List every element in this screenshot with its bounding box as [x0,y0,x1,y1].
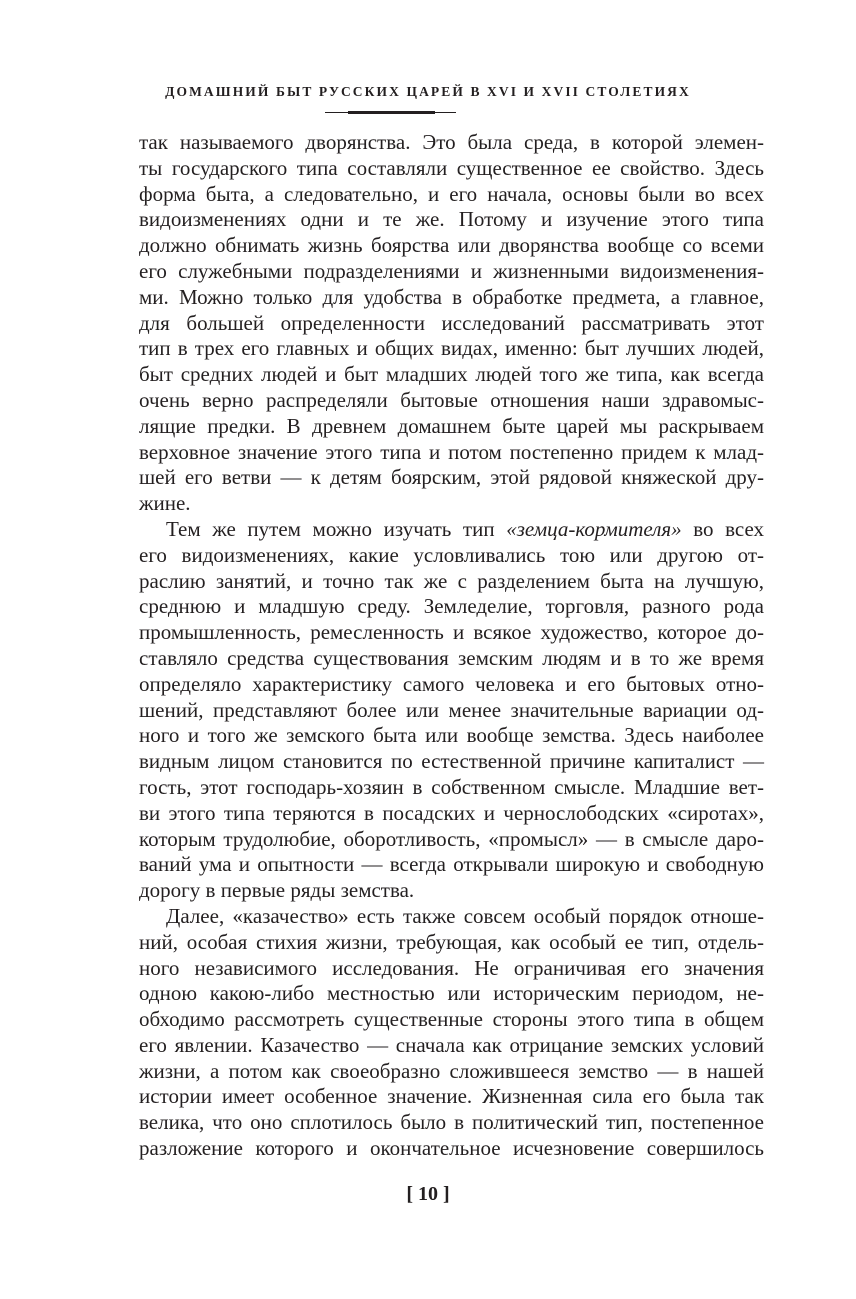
text-line: Далее, «казачество» есть также совсем особый порядок отноше- [166,903,764,928]
text-line: велика, что оно сплотилось было в политический тип, постепенное [139,1110,764,1135]
running-head: ДОМАШНИЙ БЫТ РУССКИХ ЦАРЕЙ В XVI И XVII СТОЛЕТИЯХ [165,84,691,99]
text-segment: Тем же путем можно изучать тип [166,516,507,541]
text-line: видоизменениях одни и те же. Потому и изучение этого типа [139,207,764,232]
text-line: верховное значение этого типа и потом постепенно придем к млад- [139,439,764,464]
text-line: форма быта, а следовательно, и его начала, основы были во всех [139,181,764,206]
text-line: разложение которого и окончательное исчезновение совершилось [139,1136,764,1161]
text-line: ми. Можно только для удобства в обработке предмета, а главное, [139,284,764,309]
text-line: видным лицом становится по естественной причине капиталист — [139,749,764,774]
body-text [139,130,764,1162]
text-line: тип в трех его главных и общих видах, именно: быт лучших людей, [139,336,764,361]
text-line: так называемого дворянства. Это была среда, в которой элемен- [139,130,764,154]
text-line: для большей определенности исследований рассматривать этот [139,310,764,335]
text-line: истории имеет особенное значение. Жизненная сила его была так [139,1084,764,1109]
text-line: определяло характеристику самого человека и его бытовых отно- [139,671,764,696]
text-line: обходимо рассмотреть существенные стороны этого типа в общем [139,1007,764,1032]
text-line: его служебными подразделениями и жизненными видоизменения- [139,258,764,283]
text-line: жине. [139,491,191,516]
text-line: его видоизменениях, какие условливались тою или другою от- [139,542,764,567]
text-line: быт средних людей и быт младших людей того же типа, как всегда [139,362,764,387]
text-line: его явлении. Казачество — сначала как отрицание земских условий [139,1032,764,1057]
text-line: жизни, а потом как своеобразно сложившееся земство — в нашей [139,1058,764,1083]
text-line: ты государского типа составляли существенное ее свойство. Здесь [139,155,764,180]
text-line: ного и того же земского быта или вообще земства. Здесь наиболее [139,723,764,748]
text-line: ставляло средства существования земским людям и в то же время [139,645,764,670]
paragraph [139,130,764,517]
italic-term: «земца-кормителя» [506,516,682,541]
text-line: ви этого типа теряются в посадских и чернослободских «сиротах», [139,800,764,825]
text-line: ний, особая стихия жизни, требующая, как особый ее тип, отдель- [139,929,764,954]
text-line: ваний ума и опытности — всегда открывали широкую и свободную [139,852,764,877]
text-line [139,517,764,543]
page-number: [ 10 ] [406,1183,450,1205]
paragraph [139,904,764,1162]
text-line: одною какою-либо местностью или историческим периодом, не- [139,981,764,1006]
text-line: раслию занятий, и точно так же с разделением быта на лучшую, [139,568,764,593]
paragraph [139,517,764,904]
text-line: шей его ветви — к детям боярским, этой рядовой княжеской дру- [139,465,764,490]
text-line: среднюю и младшую среду. Земледелие, торговля, разного рода [139,594,764,619]
text-line: которым трудолюбие, оборотливость, «промысл» — в смысле даро- [139,826,764,851]
text-line: должно обнимать жизнь боярства или дворянства вообще со всеми [139,233,764,258]
text-line: ного независимого исследования. Не ограничивая его значения [139,955,764,980]
text-line: промышленность, ремесленность и всякое художество, которое до- [139,620,764,645]
header-rule-thick [348,111,435,114]
text-line: шений, представляют более или менее значительные вариации од- [139,697,764,722]
text-line: очень верно распределяли бытовые отношения наши здравомыс- [139,387,764,412]
text-segment: во всех [681,516,765,541]
text-line: гость, этот господарь-хозяин в собственном смысле. Младшие вет- [139,774,764,799]
text-line: дорогу в первые ряды земства. [139,878,415,903]
text-line: лящие предки. В древнем домашнем быте царей мы раскрываем [139,413,764,438]
